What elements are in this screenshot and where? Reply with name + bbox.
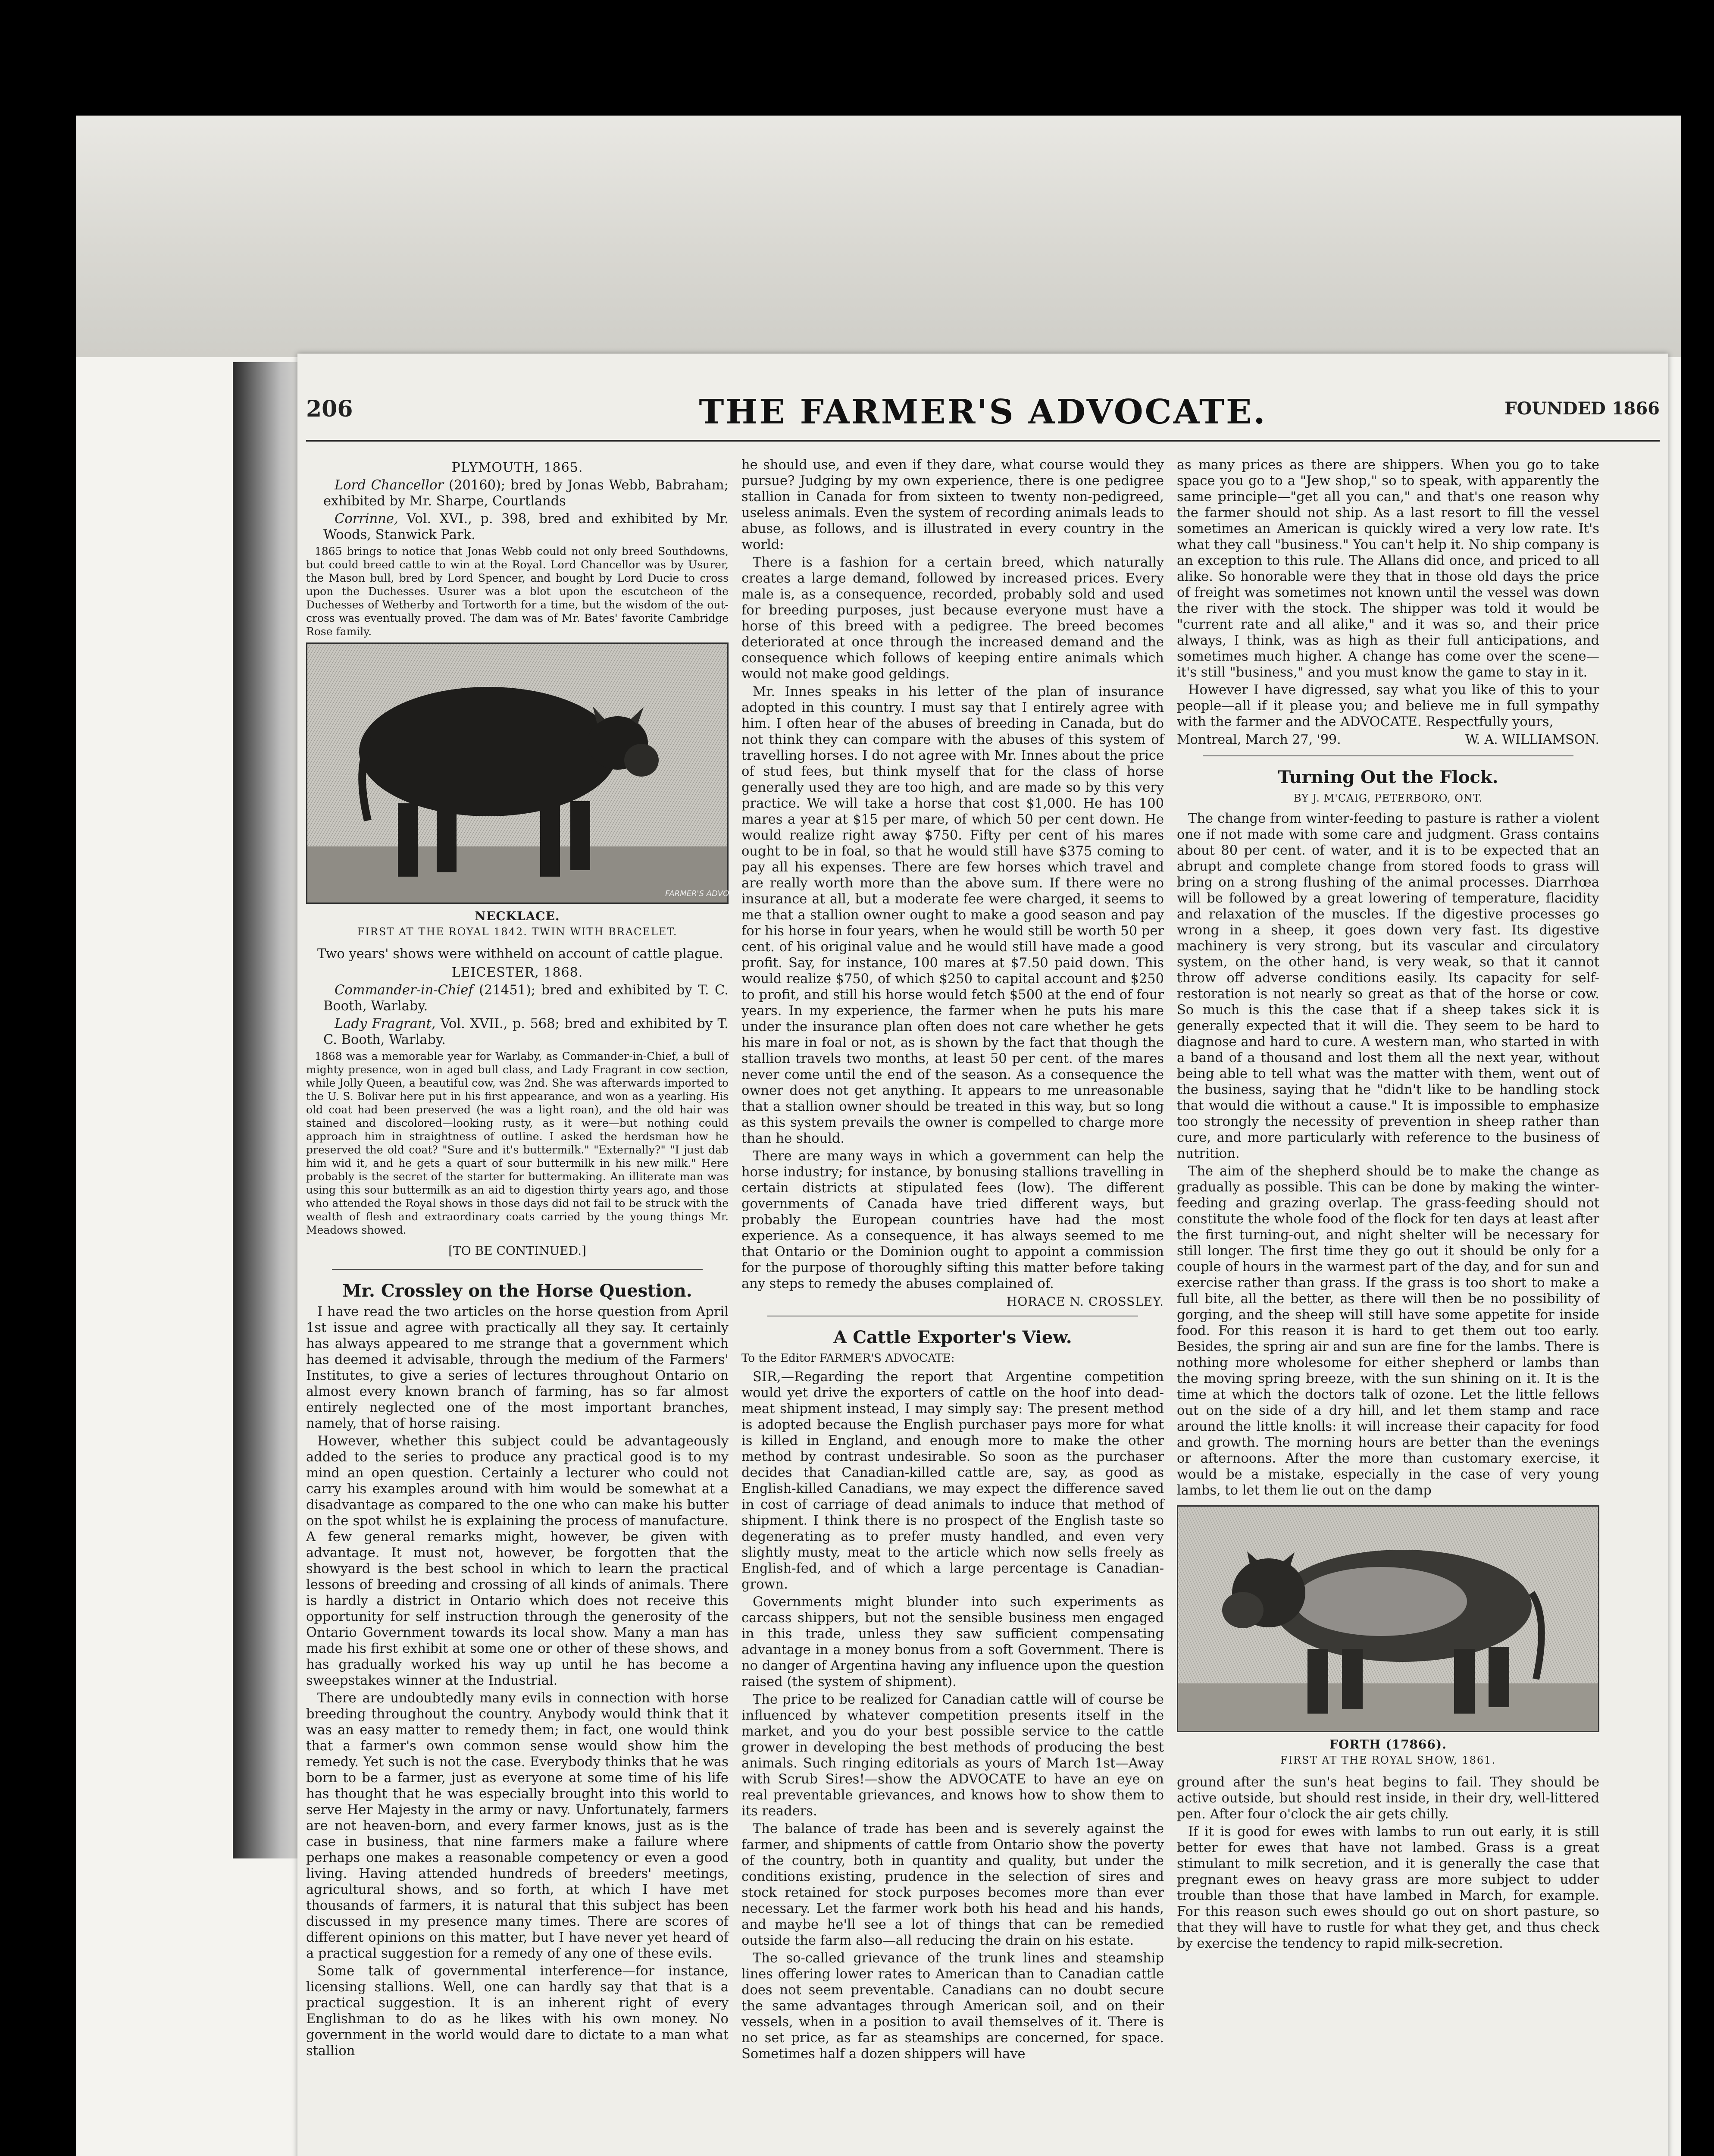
divider <box>332 1269 703 1270</box>
paragraph: Mr. Innes speaks in his letter of the plan of insurance adopted in this country. I must say that I entirely agree with him. I often hear of the abuses of breeding in Canada, but do not think they can compare with the abuses of this system of travelling horses. I do not agree with Mr. Innes about the price of stud fees, but think myself that for the class of horse generally used they are too high, and are made so by this very practice. We will take a horse that cost $1,000. He has 100 mares a year at $15 per mare, of which 50 per cent down. He would realize right away $750. Fifty per cent of his mares ought to be in foal, so that he would still have $375 coming to pay all his expenses. There are few horses which travel and are really worth more than the above sum. If there were no insurance at all, but a moderate fee were charged, it seems to me that a stallion owner ought to make a good season and pay for his horse in four years, when he would still be worth 50 per cent. of his original value and he would still have made a good profit. Say, for instance, 100 mares at $7.50 paid down. This would realize $750, of which $250 to capital account and $250 to profit, and still his horse would fetch $500 at the end of four years. In my experience, the farmer when he puts his mare under the insurance plan often does not care whether he gets his mare in foal or not, as is shown by the fact that though the stallion travels two months, at least 50 per cent. of the mares never come until the end of the season. As a consequence the owner does not get anything. It appears to me unreasonable that a stallion owner should be treated in this way, but so long as this system prevails the owner is compelled to charge more than he should. <box>741 684 1164 1146</box>
paragraph: There are undoubtedly many evils in connection with horse breeding throughout the country. Anybody would think that it was an easy matter to remedy them; in fact, one would think that a farmer's own common sense would show him the remedy. Yet such is not the case. Everybody thinks that he was born to be a farmer, just as everyone at some time of his life has thought that he was especially brought into this world to serve Her Majesty in the army or navy. Unfortunately, farmers are not heaven-born, and every farmer knows, just as is the case in business, that nine farmers make a failure where perhaps one makes a reasonable competency or even a good living. Having attended hundreds of breeders' meetings, agricultural shows, and so forth, at which I have met thousands of farmers, it is natural that this subject has been discussed in my presence many times. There are scores of different opinions on this matter, but I have never yet heard of a practical suggestion for a remedy of any one of these evils. <box>306 1691 729 1961</box>
entry-text: Vol. XVII., p. 568; bred and exhibited by T. C. Booth, Warlaby. <box>323 1016 729 1047</box>
bull-engraving-icon <box>1178 1507 1598 1731</box>
paragraph: The balance of trade has been and is severely against the farmer, and shipments of cattle from Ontario show the poverty of the country, both in quantity and quality, but under the conditions existing, prudence in the selection of sires and stock retained for stock purposes becomes more than ever necessary. Let the farmer work both his head and his hands, and maybe he'll see a lot of things that can be remedied outside the farm also—all reducing the drain on his estate. <box>741 1821 1164 1948</box>
paragraph: The so-called grievance of the trunk lines and steamship lines offering lower rates to American than to Canadian cattle does not seem preventable. Canadians can no doubt secure the same advantages through American soil, and on their vessels, when in a position to avail themselves of it. There is no set price, as far as steamships are concerned, for space. Sometimes half a dozen shippers will have <box>741 1951 1164 2062</box>
note-block <box>306 545 729 638</box>
article-heading: Turning Out the Flock. <box>1278 767 1498 787</box>
paragraph: Two years' shows were withheld on account of cattle plague. <box>317 946 723 962</box>
cow-engraving-icon <box>307 644 749 903</box>
engraving-caption: NECKLACE. <box>475 909 560 923</box>
column-right <box>1177 457 1599 2156</box>
engraving-forth <box>1177 1505 1599 1732</box>
newspaper-page <box>297 354 1668 2156</box>
paragraph: as many prices as there are shippers. When you go to take space you go to a "Jew shop," so to speak, with apparently the same principle—"get all you can," and that's one reason why the farmer should not ship. As a last resort to fill the vessel sometimes an American is quickly wired a very low rate. It's what they call "business." You can't help it. No ship company is an exception to this rule. The Allans did once, and priced to all alike. So honorable were they that in those old days the price of freight was sometimes not known until the vessel was down the river with the stock. The shipper was told it would be "current rate and all alike," and it was so, and their price always, I think, was as high as their full anticipations, and sometimes much higher. A change has come over the scene—it's still "business," and you must know the game to stay in it. <box>1177 458 1599 680</box>
paragraph: If it is good for ewes with lambs to run out early, it is still better for ewes that have not lambed. Grass is a great stimulant to milk secretion, and it is generally the case that pregnant ewes on heavy grass are more subject to udder trouble than those that have lambed in March, for example. For this reason such ewes should go out on short pasture, so that they will have to rustle for what they get, and thus check by exercise the tendency to rapid milk-secretion. <box>1177 1824 1599 1951</box>
paragraph: The change from winter-feeding to pasture is rather a violent one if not made with some care and judgment. Grass contains about 80 per cent. of water, and it is to be expected that an abrupt and complete change from stored foods to grass will bring on a strong flushing of the animal processes. Diarrhœa will be followed by a great lowering of temperature, flacidity and relaxation of the muscles. If the digestive processes go wrong in a sheep, it goes down very fast. Its digestive machinery is very strong, but its vascular and circulatory system, on the other hand, is very weak, so that it cannot throw off adverse conditions easily. Its capacity for self-restoration is not nearly so great as that of the horse or cow. So much is this the case that if a sheep takes sick it is generally expected that it will die. They seem to be hard to diagnose and hard to cure. A western man, who started in with a band of a thousand and lost them all the next year, without being able to tell what was the matter with them, went out of the business, saying that he "didn't like to be handling stock that would die without a cause." It is impossible to emphasize too strongly the necessity of prevention in sheep rather than cure, and more particularly with reference to the business of nutrition. <box>1177 811 1599 1161</box>
divider <box>1203 755 1573 756</box>
page-shadow <box>76 116 1714 357</box>
paragraph: However I have digressed, say what you like of this to your people—all if it please you; and believe me in full sympathy with the farmer and the ADVOCATE. Respectfully yours, <box>1177 683 1599 730</box>
note-paragraph: 1865 brings to notice that Jonas Webb could not only breed Southdowns, but could breed cattle to win at the Royal. Lord Chancellor was by Usurer, the Mason bull, bred by Lord Spencer, and bought by Lord Ducie to cross upon the Duchesses. Usurer was a blot upon the escutcheon of the Duchesses of Wetherby and Tortworth for a time, but the wisdom of the out-cross was eventually proved. The dam was of Mr. Bates' favorite Cambridge Rose family. <box>306 545 729 638</box>
entry-text: Vol. XVI., p. 398, bred and exhibited by Mr. Woods, Stanwick Park. <box>323 511 729 542</box>
article-heading: Mr. Crossley on the Horse Question. <box>342 1281 692 1301</box>
sign-place: Montreal, March 27, '99. <box>1177 732 1341 747</box>
masthead-title: THE FARMER'S ADVOCATE. <box>699 392 1267 432</box>
paragraph: Some talk of governmental interference—for instance, licensing stallions. Well, one can hardly say that that is a practical suggestion. It is an inherent right of every Englishman to do as he likes with his own money. No government in the world would dare to dictate to a man what stallion <box>306 1964 729 2059</box>
engraving-signature: FARMER'S ADVOCATE <box>665 889 749 898</box>
animal-name: Lord Chancellor <box>335 478 444 493</box>
paragraph: However, whether this subject could be advantageously added to the series to produce any practical good is to my mind an open question. Certainly a lecturer who could not carry his examples around with him would be somewhat at a disadvantage as compared to the one who can make his butter on the spot whilst he is explaining the process of manufacture. A few general remarks might, however, be given with advantage. It must not, however, be forgotten that the showyard is the best school in which to learn the practical lessons of breeding and crossing of all kinds of animals. There is hardly a district in Ontario which does not receive this opportunity for self instruction through the generosity of the Ontario Government towards its local show. Many a man has made his first exhibit at some one or other of these shows, and has gradually worked his way up until he has become a sweepstakes winner at the Industrial. <box>306 1434 729 1688</box>
paragraph: There are many ways in which a government can help the horse industry; for instance, by bonusing stallions travelling in certain districts at stipulated fees (low). The different governments of Canada have tried different ways, but probably the European countries have had the most experience. As a consequence, it has always seemed to me that Ontario or the Dominion ought to appoint a commission for the purpose of thoroughly sifting this matter before taking any steps to remedy the abuses complained of. <box>741 1149 1164 1291</box>
paragraph: I have read the two articles on the horse question from April 1st issue and agree with practically all they say. It certainly has always appeared to me strange that a government which has deemed it advisable, through the medium of the Farmers' Institutes, to give a series of lectures throughout Ontario on almost every known branch of farming, has so far almost entirely neglected one of the most important branches, namely, that of horse raising. <box>306 1304 729 1431</box>
entry-text: (21451); bred and exhibited by T. C. Booth, Warlaby. <box>323 983 729 1014</box>
note-paragraph: 1868 was a memorable year for Warlaby, as Commander-in-Chief, a bull of mighty presence, won in aged bull class, and Lady Fragrant in cow section, while Jolly Queen, a beautiful cow, was 2nd. She was afterwards imported to the U. S. Bolivar here put in his first appearance, and won as a yearling. His old coat had been preserved (he was a light roan), and the old hair was stained and discolored—looking rusty, as it were—but nothing could approach him in straightness of outline. I asked the herdsman how he preserved the old coat? "Sure and it's buttermilk." "Externally?" "I just dab him wid it, and he gets a quart of sour buttermilk in his new milk." Here probably is the secret of the starter for buttermaking. An illiterate man was using this sour buttermilk as an aid to digestion thirty years ago, and those who attended the Royal shows in those days did not fail to be struck with the wealth of flesh and extraordinary coats carried by the young things Mr. Meadows showed. <box>306 1050 729 1236</box>
salutation: To the Editor FARMER'S ADVOCATE: <box>741 1352 955 1365</box>
paragraph: There is a fashion for a certain breed, which naturally creates a large demand, followed by increased prices. Every male is, as a consequence, recorded, probably sold and used for breeding purposes, just because everyone must have a horse of this breed with a pedigree. The breed becomes deteriorated at once through the increased demand and the consequence which follows of keeping entire animals which would not make good geldings. <box>741 555 1164 682</box>
winner-entry <box>306 477 729 509</box>
engraving-necklace <box>306 642 749 904</box>
entry-text: (20160); bred by Jonas Webb, Babraham; exhibited by Mr. Sharpe, Courtlands <box>323 478 729 509</box>
page-number: 206 <box>306 396 353 422</box>
column-left <box>306 457 749 2156</box>
animal-name: Commander-in-Chief <box>335 983 473 998</box>
paragraph: ground after the sun's heat begins to fail. They should be active outside, but should rest inside, in their dry, well-littered pen. After four o'clock the air gets chilly. <box>1177 1775 1599 1822</box>
show-heading: LEICESTER, 1868. <box>451 965 583 980</box>
animal-name: Corrinne, <box>335 511 398 526</box>
page-header <box>306 392 1660 442</box>
column-middle <box>741 457 1164 2156</box>
author-signature: HORACE N. CROSSLEY. <box>1006 1294 1164 1309</box>
paragraph: The aim of the shepherd should be to make the change as gradually as possible. This can be done by making the winter-feeding and grazing overlap. The grass-feeding should not constitute the whole food of the flock for ten days at least after the first turning-out, and night shelter will be necessary for still longer. The first time they go out it should be only for a couple of hours in the warmest part of the day, and for sun and exercise rather than grass. If the grass is too short to make a full bite, all the better, as there will then be no possibility of gorging, and the sheep will still have some appetite for inside food. For this reason it is hard to get them out too early. Besides, the spring air and sun are fine for the lambs. There is nothing more wholesome for either shepherd or lambs than the moving spring breeze, with the sun shining on it. It is the time at which the doctors talk of ozone. Let the little fellows out on the side of a dry hill, and let them stamp and race around the little knolls: it will increase their capacity for food and growth. The morning hours are better than the evenings or afternoons. After the more than customary exercise, it would be a mistake, especially in the case of very young lambs, to let them lie out on the damp <box>1177 1164 1599 1498</box>
article-heading: A Cattle Exporter's View. <box>833 1327 1072 1348</box>
engraving-caption: FORTH (17866). <box>1329 1737 1447 1752</box>
continued-notice: [TO BE CONTINUED.] <box>448 1244 586 1258</box>
book-gutter <box>233 362 306 1858</box>
paragraph: SIR,—Regarding the report that Argentine competition would yet drive the exporters of cattle on the hoof into dead-meat shipment instead, I may simply say: The present method is adopted because the English purchaser pays more for what is killed in England, and enough more to make the other method by contrast undesirable. So soon as the purchaser decides that Canadian-killed cattle are, say, as good as English-killed Canadians, we may expect the difference saved in cost of carriage of dead animals to induce that method of shipment. I think there is no prospect of the English taste so degenerating as to prefer musty handled, and even very slightly musty, meat to the article which now sells freely as English-fed, and of which a large percentage is Canadian-grown. <box>741 1369 1164 1592</box>
paragraph: The price to be realized for Canadian cattle will of course be influenced by whatever competition presents itself in the market, and you do your best possible service to the cattle grower in developing the best methods of producing the best animals. Such ringing editorials as yours of March 1st—Away with Scrub Sires!—show the ADVOCATE to have an eye on real preventable grievances, and knows how to show them to its readers. <box>741 1692 1164 1819</box>
winner-entry <box>306 982 729 1014</box>
letter-signoff <box>1177 732 1599 748</box>
byline: BY J. M'CAIG, PETERBORO, ONT. <box>1293 792 1483 804</box>
winner-entry <box>306 1016 729 1048</box>
animal-name: Lady Fragrant, <box>335 1016 436 1031</box>
show-heading: PLYMOUTH, 1865. <box>451 460 583 475</box>
scan-edge <box>1681 0 1714 2156</box>
winner-entry <box>306 511 729 543</box>
paragraph: Governments might blunder into such experiments as carcass shippers, but not the sensible business men engaged in this trade, unless they saw sufficient compensating advantage in a money bonus from a soft Government. There is no danger of Argentina having any influence upon the question raised (the system of shipment). <box>741 1595 1164 1689</box>
engraving-subcaption: FIRST AT THE ROYAL SHOW, 1861. <box>1280 1754 1496 1766</box>
engraving-subcaption: FIRST AT THE ROYAL 1842. TWIN WITH BRACELET. <box>357 926 678 938</box>
sign-name: W. A. WILLIAMSON. <box>1465 732 1599 747</box>
note-block <box>306 1050 729 1237</box>
paragraph: he should use, and even if they dare, what course would they pursue? Judging by my own experience, there is one pedigree stallion in Canada for from sixteen to twenty non-pedigreed, useless animals. Even the system of recording animals leads to abuse, as follows, and is illustrated in every country in the world: <box>741 458 1164 552</box>
founded-label: FOUNDED 1866 <box>1504 398 1660 419</box>
